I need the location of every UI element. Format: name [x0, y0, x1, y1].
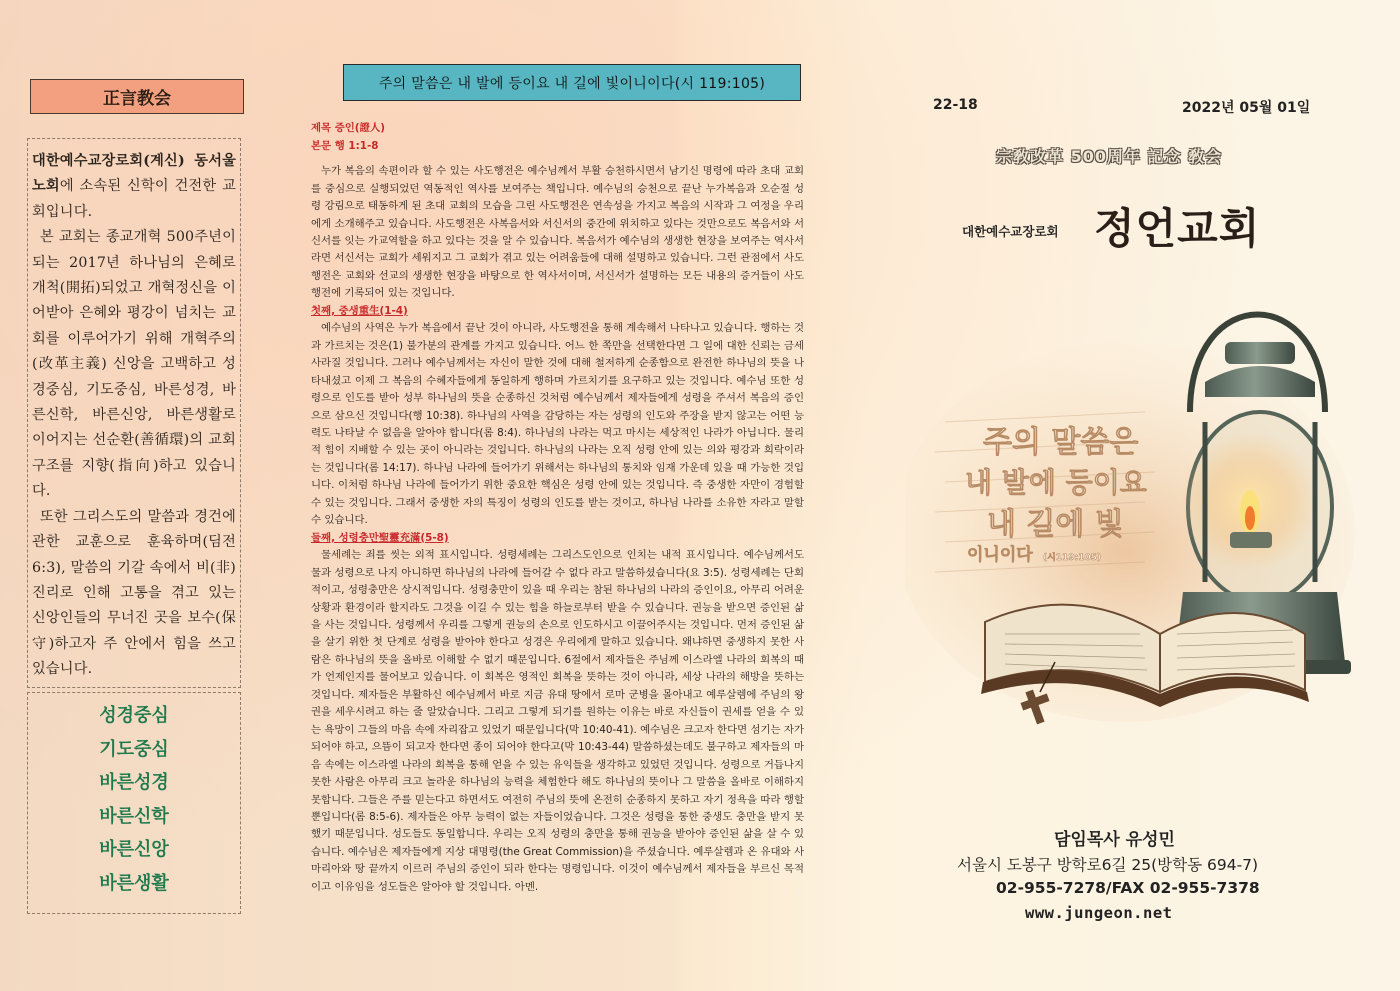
church-phone-fax: 02-955-7278/FAX 02-955-7378: [996, 879, 1260, 897]
core-value-item: 바른생활: [99, 872, 169, 894]
sermon-section-2-heading: 둘째, 성령충만聖靈充滿(5-8): [311, 531, 449, 544]
intro-paragraph-3: 또한 그리스도의 말씀과 경건에 관한 교훈으로 훈육하며(딤전 6:3), 말씀의 기갈 속에서 비(非) 진리로 인해 고통을 겪고 있는 신앙인들의 무너진 곳을 보수(保守)하고자 주 안에서 힘을 쓰고 있습니다.: [32, 508, 236, 678]
church-name-badge: 正言教会: [30, 79, 244, 114]
core-value-item: 바른신앙: [99, 839, 169, 860]
core-value-item: 성경중심: [99, 705, 169, 726]
art-verse-line-4: 이니이다: [967, 545, 1033, 565]
art-verse-line-2: 내 발에 등이요: [965, 466, 1147, 499]
senior-pastor: 담임목사 유성민: [1054, 830, 1175, 850]
reformation-motto: 宗敎改革 500周年 記念 敎会: [996, 147, 1223, 166]
issue-date: 2022년 05월 01일: [1182, 100, 1311, 116]
church-intro-box: [27, 138, 241, 688]
church-intro-text: [32, 149, 236, 683]
art-verse-reference: (시119:105): [1043, 553, 1102, 563]
core-value-item: 기도중심: [99, 738, 169, 760]
core-value-item: 바른신학: [99, 805, 169, 827]
sermon-body: [311, 120, 804, 970]
sermon-section-1-heading: 첫째, 중생重生(1-4): [311, 304, 408, 317]
intro-paragraph-1: [32, 149, 236, 225]
core-value-item: 바른성경: [99, 772, 169, 793]
church-website: www.jungeon.net: [1025, 904, 1173, 922]
intro-paragraph-1-text: 에 소속된 신학이 건전한 교회입니다.: [32, 178, 236, 220]
intro-paragraph-2: 본 교회는 종교개혁 500주년이 되는 2017년 하나님의 은혜로 개척(開拓)되었고 개혁정신을 이어받아 은혜와 평강이 넘치는 교회를 이루어가기 위해 개혁주의(改革主義) 신앙을 고백하고 성경중심, 기도중심, 바른성경, 바른신학, 바른신앙, 바른생활로 이어지는 선순환(善循環)의 교회 구조를 지향(指向)하고 있습니다.: [32, 229, 236, 500]
art-verse-line-1: 주의 말씀은: [983, 425, 1139, 460]
intro-bold-phrase: 대한예수교장로회(계신) 동서울 노회: [32, 153, 236, 195]
lantern-bible-illustration: [905, 262, 1355, 742]
sermon-intro-paragraph: 누가 복음의 속편이라 할 수 있는 사도행전은 예수님께서 부활 승천하시면서 남기신 명령에 따라 초대 교회를 중심으로 실행되었던 역동적인 역사를 보여주는 책입니다. 예수님의 승천으로 끝난 누가복음과 오순절 성령 강림으로 태동하게 된 초대 교회의 모습을 그린 사도행전은 연속성을 가지고 복음의 시작과 그 여정을 우리에게 소개해주고 있습니다. 사도행전은 사복음서와 서신서의 중간에 위치하고 있다는 것만으로도 복음서와 서신서를 잇는 가교역할을 하고 있다는 것을 알 수 있습니다. 복음서가 예수님의 생생한 현장을 보여주는 역사서라면 서신서는 교회가 세워지고 그 교회가 겪고 있는 어려움들에 대해 설명하고 있습니다. 그런 관점에서 사도행전은 교회와 선교의 생생한 현장을 바탕으로 한 역사서이며, 서신서가 설명하는 모든 내용의 증거들이 사도행전에 기록되어 있는 것입니다.: [311, 165, 804, 300]
sermon-section-1-paragraph: 예수님의 사역은 누가 복음에서 끝난 것이 아니라, 사도행전을 통해 계속해서 나타나고 있습니다. 행하는 것과 가르치는 것은(1) 불가분의 관계를 가지고 있습니다. 어느 한 쪽만을 선택한다면 그 일에 대한 신뢰는 금세 사라질 것입니다. 그러나 예수님께서는 자신이 말한 것에 대해 철저하게 순종함으로 완전한 하나님의 뜻을 나타내셨고 이제 그 복음의 수혜자들에게 동일하게 행하며 가르치기를 요구하고 있는 것입니다. 예수님 또한 성령으로 인도를 받아 성부 하나님의 뜻을 순종하신 것처럼 예수님께서 제자들에게 성령을 주셔서 복음의 증인으로 삼으신 것입니다(행 10:38). 하나님의 사역을 감당하는 자는 성령의 인도와 주장을 받지 않고는 어떤 능력도 나타날 수 없음을 알아야 합니다(롬 8:4). 하나님의 나라는 먹고 마시는 세상적인 나라가 아닙니다. 물리적 힘이 지배할 수 있는 곳이 아니라는 것입니다. 하나님의 나라는 오직 성령 안에 있는 의와 평강과 희락이라는 것입니다(롬 14:17). 하나님 나라에 들어가기 위해서는 하나님의 통치와 임재 가운데 있을 때 가능한 것입니다. 이처럼 하나님 나라에 들어가기 위한 중요한 핵심은 성령 안에 있는 것입니다. 즉 중생한 자만이 경험할 수 있는 것입니다. 그래서 중생한 자의 특징이 성령의 인도를 받는 것이고, 하나님 나라를 소유한 자라고 말할 수 있습니다.: [311, 322, 804, 527]
denomination-label: 대한예수교장로회: [962, 224, 1059, 239]
sermon-text-reference: 본문 행 1:1-8: [311, 139, 379, 152]
sermon-section-2-paragraph: 물세례는 죄를 씻는 외적 표시입니다. 성령세례는 그리스도인으로 인치는 내적 표시입니다. 예수님께서도 물과 성령으로 나지 아니하면 하나님의 나라에 들어갈 수 없다 라고 말씀하셨습니다(요 3:5). 성령세례는 단회적이고, 성령충만은 상시적입니다. 성령충만이 있을 때 우리는 참된 하나님의 나라의 증인이요, 아무리 어려운 상황과 환경이라 할지라도 그것을 이길 수 있는 힘을 하늘로부터 받을 수 있습니다. 권능을 받으면 증인된 삶을 사는 것입니다. 성령께서 우리를 그렇게 권능의 손으로 인도하시고 이끌어주시는 것입니다. 먼저 증인된 삶을 살기 위한 첫 단계로 성령을 받아야 한다고 성경은 우리에게 말하고 있습니다. 왜냐하면 중생하지 못한 사람은 하나님의 뜻을 올바로 이해할 수 없기 때문입니다. 6절에서 제자들은 주님께 이스라엘 나라의 회복의 때가 언제인지를 물어보고 있습니다. 이 회복은 영적인 회복을 뜻하는 것이 아니라, 세상 나라의 해방을 뜻하는 것입니다. 제자들은 부활하신 예수님께서 바로 지금 유대 땅에서 로마 군병을 몰아내고 예루살렘에 주님의 왕권을 세우시려고 하는 줄 알았습니다. 그리고 그렇게 되기를 원하는 이유는 바로 자신들이 권세를 얻을 수 있는 욕망이 그들의 마음 속에 자리잡고 있었기 때문입니다(막 10:40-41). 예수님은 크고자 한다면 섬기는 자가 되어야 하고, 으뜸이 되고자 한다면 종이 되어야 한다고(막 10:43-44) 말씀하셨는데도 불구하고 제자들의 마음 속에는 이스라엘 나라의 회복을 통해 얻을 수 있는 유익들을 생각하고 있었던 것입니다. 성령으로 거듭나지 못한 사람은 아무리 크고 놀라운 하나님의 능력을 체험한다 해도 하나님의 뜻이나 그 말씀을 올바로 이해하지 못합니다. 그들은 주를 믿는다고 하면서도 여전히 주님의 뜻에 온전히 순종하지 못하고 자기 정욕을 따라 행할 뿐입니다(롬 8:5-6). 제자들은 아무 능력이 없는 자들이었습니다. 그것은 성령을 통한 중생도 충만을 받지 못했기 때문입니다. 성도들도 동일합니다. 우리는 오직 성령의 충만을 통해 권능을 받아야 증인된 삶을 살 수 있습니다. 예수님은 제자들에게 지상 대명령(the Great Commission)을 주셨습니다. 예루살렘과 온 유대와 사마리아와 땅 끝까지 이르러 주님의 증인이 되라 한다는 명령입니다. 이것이 예수님께서 제자들을 부르신 목적이고 이유임을 성도들은 알아야 할 것입니다. 아멘.: [311, 549, 804, 893]
sermon-title: 제목 증인(證人): [311, 122, 386, 134]
issue-number: 22-18: [933, 97, 978, 113]
church-name-title: 정언교회: [1094, 204, 1261, 253]
core-values-box: [27, 692, 241, 914]
verse-banner: 주의 말씀은 내 발에 등이요 내 길에 빛이니이다(시 119:105): [343, 64, 801, 101]
church-address: 서울시 도봉구 방학로6길 25(방학동 694-7): [957, 856, 1259, 874]
art-verse-line-3: 내 길에 빛: [987, 507, 1124, 542]
